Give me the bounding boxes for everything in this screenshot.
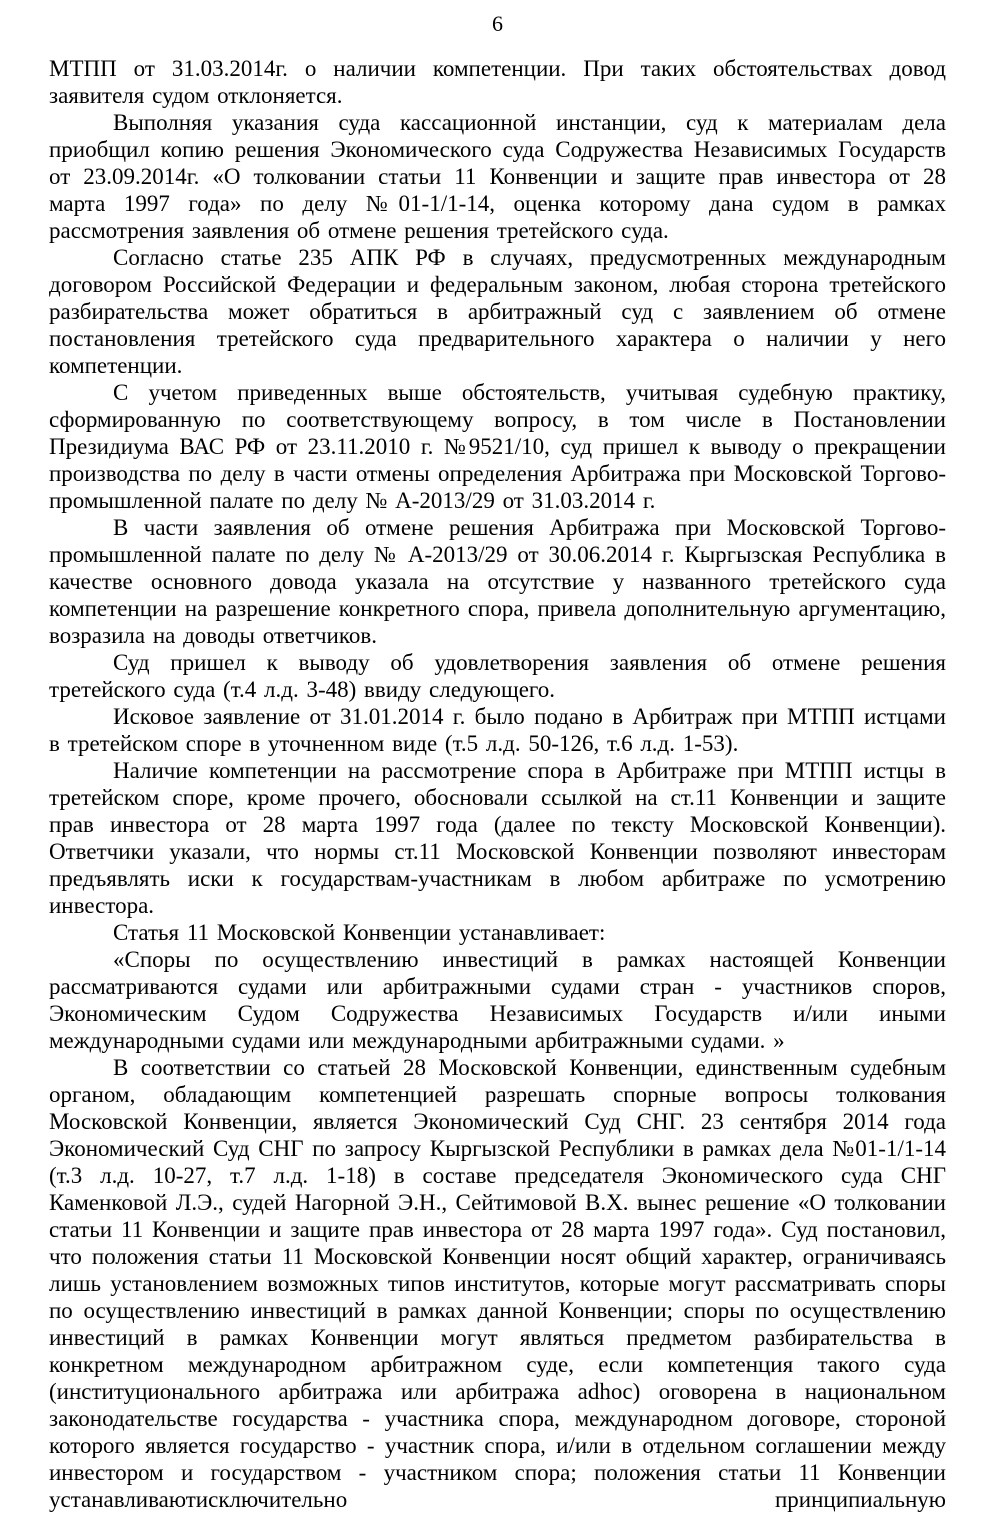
paragraph: Статья 11 Московской Конвенции устанавливает:	[113, 920, 606, 945]
page-number: 6	[492, 11, 503, 36]
paragraph: МТПП от 31.03.2014г. о наличии компетенции. При таких обстоятельствах довод заявителя судом отклоняется.	[49, 56, 946, 108]
paragraph: Согласно статье 235 АПК РФ в случаях, предусмотренных международным договором Российской Федерации и федеральным законом, любая сторона третейского разбирательства может обратиться в арбитражный суд с заявлением об отмене постановления третейского суда предварительного характера о наличии у него компетенции.	[49, 245, 946, 378]
paragraph: «Споры по осуществлению инвестиций в рамках настоящей Конвенции рассматриваются судами или арбитражными судами стран - участников споров, Экономическим Судом Содружества Независимых Государств и/или иными международными судами или международными арбитражными судами. »	[49, 947, 946, 1053]
paragraph: Выполняя указания суда кассационной инстанции, суд к материалам дела приобщил копию решения Экономического суда Содружества Независимых Государств от 23.09.2014г. «О толковании статьи 11 Конвенции и защите прав инвестора от 28 марта 1997 года» по делу №01-1/1-14, оценка которому дана судом в рамках рассмотрения заявления об отмене решения третейского суда.	[49, 110, 946, 243]
document-body	[49, 55, 946, 1513]
paragraph: Суд пришел к выводу об удовлетворения заявления об отмене решения третейского суда (т.4 л.д. 3-48) ввиду следующего.	[49, 650, 946, 702]
paragraph: Исковое заявление от 31.01.2014 г. было подано в Арбитраж при МТПП истцами в третейском споре в уточненном виде (т.5 л.д. 50-126, т.6 л.д. 1-53).	[49, 704, 946, 756]
paragraph: С учетом приведенных выше обстоятельств, учитывая судебную практику, сформированную по соответствующему вопросу, в том числе в Постановлении Президиума ВАС РФ от 23.11.2010 г. №9521/10, суд пришел к выводу о прекращении производства по делу в части отмены определения Арбитража при Московской Торгово-промышленной палате по делу № А-2013/29 от 31.03.2014 г.	[49, 380, 946, 513]
paragraph: В соответствии со статьей 28 Московской Конвенции, единственным судебным органом, обладающим компетенцией разрешать спорные вопросы толкования Московской Конвенции, является Экономический Суд СНГ. 23 сентября 2014 года Экономический Суд СНГ по запросу Кыргызской Республики в рамках дела №01-1/1-14 (т.3 л.д. 10-27, т.7 л.д. 1-18) в составе председателя Экономического суда СНГ Каменковой Л.Э., судей Нагорной Э.Н., Сейтимовой В.Х. вынес решение «О толковании статьи 11 Конвенции и защите прав инвестора от 28 марта 1997 года». Суд постановил, что положения статьи 11 Московской Конвенции носят общий характер, ограничиваясь лишь установлением возможных типов институтов, которые могут рассматривать споры по осуществлению инвестиций в рамках данной Конвенции; споры по осуществлению инвестиций в рамках Конвенции могут являться предметом разбирательства в конкретном международном арбитражном суде, если компетенция такого суда (институционального арбитража или арбитража adhoc) оговорена в национальном законодательстве государства - участника спора, международном договоре, стороной которого является государство - участник спора, и/или в отдельном соглашении между инвестором и государством - участником спора; положения статьи 11 Конвенции устанавливаютисключительно принципиальную	[49, 1055, 946, 1512]
paragraph: Наличие компетенции на рассмотрение спора в Арбитраже при МТПП истцы в третейском споре, кроме прочего, обосновали ссылкой на ст.11 Конвенции и защите прав инвестора от 28 марта 1997 года (далее по тексту Московской Конвенции). Ответчики указали, что нормы ст.11 Московской Конвенции позволяют инвесторам предъявлять иски к государствам-участникам в любом арбитраже по усмотрению инвестора.	[49, 758, 946, 918]
paragraph: В части заявления об отмене решения Арбитража при Московской Торгово-промышленной палате по делу № А-2013/29 от 30.06.2014 г. Кыргызская Республика в качестве основного довода указала на отсутствие у названного третейского суда компетенции на разрешение конкретного спора, привела дополнительную аргументацию, возразила на доводы ответчиков.	[49, 515, 946, 648]
